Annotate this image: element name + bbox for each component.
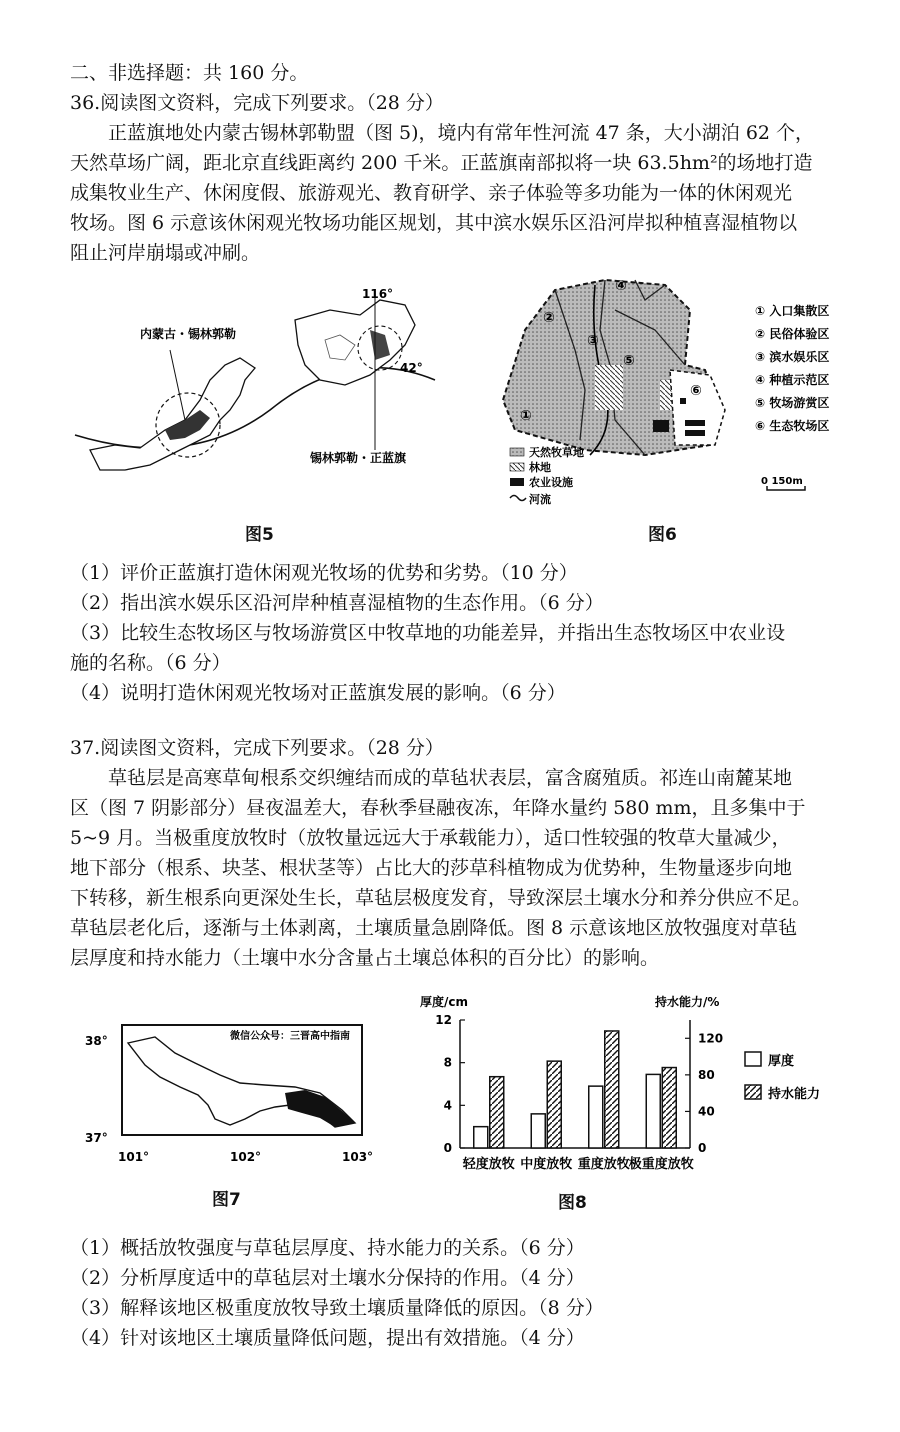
q37-para-line: 草毡层是高寒草甸根系交织缠结而成的草毡状表层，富含腐殖质。祁连山南麓某地 [108,767,793,789]
bar-water-retention [490,1077,504,1148]
figure-7-map [80,1015,380,1175]
chart-ylabel-right: 持水能力/% [655,995,720,1009]
legend-swatch-thickness [745,1052,761,1066]
figure-5-map [70,280,450,510]
svg-text:③: ③ [587,333,599,349]
svg-text:⑥: ⑥ [690,383,702,399]
fig6-zone-3: ③ 滨水娱乐区 [755,350,830,364]
fig5-lat-label: 42° [400,361,423,375]
q36-question: （3）比较生态牧场区与牧场游赏区中牧草地的功能差异，并指出生态牧场区中农业设 [70,622,786,644]
fig5-label-b: 锡林郭勒・正蓝旗 [310,451,407,465]
figure-7-caption: 图7 [212,1190,241,1210]
figure-8-caption: 图8 [558,1193,587,1213]
fig7-lon-102: 102° [230,1150,262,1164]
fig6-zone-4: ④ 种植示范区 [755,373,830,387]
fig6-zone-1: ① 入口集散区 [755,304,830,318]
q37-para-line: 草毡层老化后，逐渐与土体剥离，土壤质量急剧降低。图 8 示意该地区放牧强度对草毡 [70,917,798,939]
svg-text:①: ① [520,408,532,424]
fig7-lon-101: 101° [118,1150,150,1164]
chart-ylabel-left: 厚度/cm [420,995,469,1009]
category-label: 极重度放牧 [628,1157,694,1172]
tick-label-left: 12 [435,1013,452,1027]
fig6-zone-2: ② 民俗体验区 [755,327,830,341]
q36-question: 施的名称。（6 分） [70,652,231,674]
q37-para-line: 区（图 7 阴影部分）昼夜温差大，春秋季昼融夜冻，年降水量约 580 mm，且多集中于 [70,797,806,819]
figure-5-caption: 图5 [245,525,274,545]
category-label: 重度放牧 [577,1157,630,1172]
svg-text:④: ④ [615,278,627,294]
q36-para-line: 阻止河岸崩塌或冲刷。 [70,242,261,264]
fig6-legend-facility: 农业设施 [529,476,573,489]
svg-text:⑤: ⑤ [623,353,635,369]
q37-para-line: 地下部分（根系、块茎、根状茎等）占比大的莎草科植物成为优势种，生物量逐步向地 [70,857,793,879]
q37-heading: 37.阅读图文资料，完成下列要求。（28 分） [70,737,444,759]
legend-label-retention: 持水能力 [768,1087,821,1102]
fig7-lat-38: 38° [85,1034,108,1048]
fig6-zone-6: ⑥ 生态牧场区 [755,419,830,433]
q37-para-line: 层厚度和持水能力（土壤中水分含量占土壤总体积的百分比）的影响。 [70,947,660,969]
tick-label-right: 0 [698,1141,707,1155]
fig6-legend-river: 河流 [529,493,551,506]
legend-swatch-retention [745,1085,761,1099]
tick-label-left: 0 [443,1141,452,1155]
bar-thickness [474,1127,488,1148]
fig6-zone-5: ⑤ 牧场游赏区 [755,396,830,410]
q36-question: （2）指出滨水娱乐区沿河岸种植喜湿植物的生态作用。（6 分） [70,592,604,614]
section-title: 二、非选择题：共 160 分。 [70,62,309,84]
q36-question: （4）说明打造休闲观光牧场对正蓝旗发展的影响。（6 分） [70,682,566,704]
q37-question: （4）针对该地区土壤质量降低问题，提出有效措施。（4 分） [70,1327,585,1349]
figure-6-caption: 图6 [648,525,677,545]
q36-heading: 36.阅读图文资料，完成下列要求。（28 分） [70,92,444,114]
q37-question: （2）分析厚度适中的草毡层对土壤水分保持的作用。（4 分） [70,1267,585,1289]
fig6-legend-forest: 林地 [529,461,551,474]
fig7-lat-37: 37° [85,1131,108,1145]
bar-water-retention [547,1061,561,1148]
tick-label-left: 8 [443,1055,452,1070]
bar-thickness [589,1086,603,1148]
bar-water-retention [662,1068,676,1148]
category-label: 轻度放牧 [462,1157,515,1172]
tick-label-right: 40 [698,1104,715,1119]
bar-thickness [646,1074,660,1148]
fig7-watermark: 微信公众号：三晋高中指南 [230,1031,350,1042]
figure-6-map [495,270,875,520]
tick-label-left: 4 [443,1098,452,1113]
q37-question: （1）概括放牧强度与草毡层厚度、持水能力的关系。（6 分） [70,1237,585,1259]
q37-para-line: 5~9 月。当极重度放牧时（放牧量远远大于承载能力），适口性较强的牧草大量减少， [70,827,791,849]
fig5-label-a: 内蒙古・锡林郭勒 [140,327,237,341]
bar-thickness [531,1114,545,1148]
tick-label-right: 80 [698,1067,715,1082]
category-label: 中度放牧 [520,1157,573,1172]
legend-label-thickness: 厚度 [768,1054,795,1069]
q37-question: （3）解释该地区极重度放牧导致土壤质量降低的原因。（8 分） [70,1297,604,1319]
fig6-scale: 0 150m [761,476,803,487]
q36-question: （1）评价正蓝旗打造休闲观光牧场的优势和劣势。（10 分） [70,562,578,584]
fig6-legend-pasture: 天然牧草地 [529,446,584,459]
q36-para-line: 成集牧业生产、休闲度假、旅游观光、教育研学、亲子体验等多功能为一体的休闲观光 [70,182,793,204]
figure-8-chart [420,990,850,1185]
q37-para-line: 下转移，新生根系向更深处生长，草毡层极度发育，导致深层土壤水分和养分供应不足。 [70,887,812,909]
fig5-lon-label: 116° [362,287,394,301]
fig7-lon-103: 103° [342,1150,374,1164]
q36-para-line: 牧场。图 6 示意该休闲观光牧场功能区规划，其中滨水娱乐区沿河岸拟种植喜湿植物以 [70,212,798,234]
q36-para-line: 正蓝旗地处内蒙古锡林郭勒盟（图 5)，境内有常年性河流 47 条，大小湖泊 62 个， [108,122,815,144]
tick-label-right: 120 [698,1031,724,1046]
q36-para-line: 天然草场广阔，距北京直线距离约 200 千米。正蓝旗南部拟将一块 63.5hm²的场地打造 [70,152,813,174]
svg-text:②: ② [543,310,555,326]
bar-water-retention [605,1031,619,1148]
